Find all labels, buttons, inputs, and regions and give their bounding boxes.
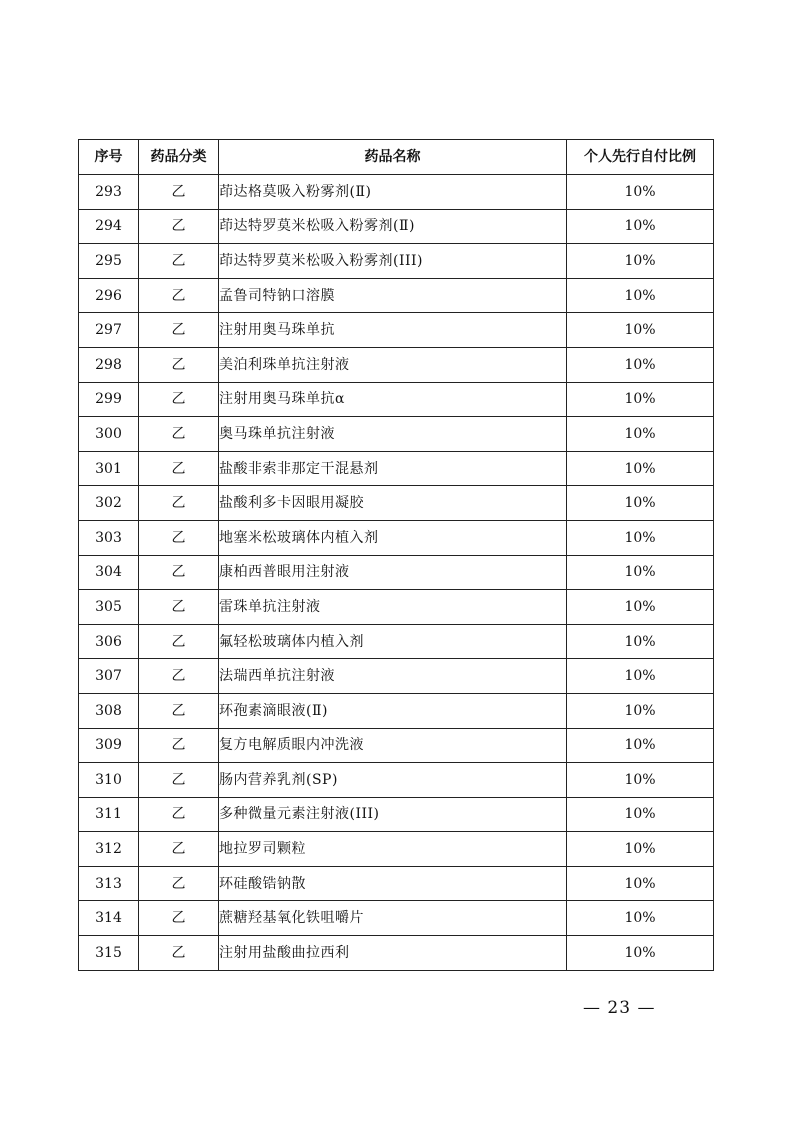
- row-drug-name: 奥马珠单抗注射液: [219, 417, 567, 452]
- row-self-pay-ratio: 10%: [567, 347, 714, 382]
- row-self-pay-ratio: 10%: [567, 486, 714, 521]
- table-row: [79, 797, 714, 832]
- table-header-row: [79, 140, 714, 175]
- table-row: [79, 347, 714, 382]
- row-drug-name: 孟鲁司特钠口溶膜: [219, 278, 567, 313]
- row-self-pay-ratio: 10%: [567, 209, 714, 244]
- row-drug-category: 乙: [139, 590, 219, 625]
- row-serial-number: 309: [79, 728, 139, 763]
- row-self-pay-ratio: 10%: [567, 866, 714, 901]
- row-drug-category: 乙: [139, 520, 219, 555]
- row-drug-category: 乙: [139, 244, 219, 279]
- table-row: [79, 486, 714, 521]
- row-self-pay-ratio: 10%: [567, 313, 714, 348]
- row-drug-category: 乙: [139, 555, 219, 590]
- row-self-pay-ratio: 10%: [567, 936, 714, 971]
- row-drug-name: 环硅酸锆钠散: [219, 866, 567, 901]
- row-drug-category: 乙: [139, 936, 219, 971]
- row-serial-number: 306: [79, 624, 139, 659]
- table-row: [79, 659, 714, 694]
- row-drug-category: 乙: [139, 728, 219, 763]
- header-drug-category: 药品分类: [139, 140, 219, 175]
- table-row: [79, 313, 714, 348]
- row-drug-category: 乙: [139, 278, 219, 313]
- row-self-pay-ratio: 10%: [567, 659, 714, 694]
- row-self-pay-ratio: 10%: [567, 382, 714, 417]
- row-drug-name: 注射用盐酸曲拉西利: [219, 936, 567, 971]
- row-drug-name: 盐酸利多卡因眼用凝胶: [219, 486, 567, 521]
- table-row: [79, 901, 714, 936]
- row-drug-category: 乙: [139, 659, 219, 694]
- row-drug-category: 乙: [139, 417, 219, 452]
- row-self-pay-ratio: 10%: [567, 590, 714, 625]
- row-drug-category: 乙: [139, 451, 219, 486]
- row-drug-name: 注射用奥马珠单抗α: [219, 382, 567, 417]
- row-self-pay-ratio: 10%: [567, 175, 714, 210]
- row-self-pay-ratio: 10%: [567, 797, 714, 832]
- row-serial-number: 305: [79, 590, 139, 625]
- table-body: [79, 175, 714, 971]
- table-row: [79, 693, 714, 728]
- row-self-pay-ratio: 10%: [567, 451, 714, 486]
- drug-table: [78, 139, 714, 971]
- row-drug-name: 盐酸非索非那定干混悬剂: [219, 451, 567, 486]
- row-serial-number: 302: [79, 486, 139, 521]
- row-drug-name: 地拉罗司颗粒: [219, 832, 567, 867]
- row-self-pay-ratio: 10%: [567, 555, 714, 590]
- row-drug-category: 乙: [139, 347, 219, 382]
- row-serial-number: 314: [79, 901, 139, 936]
- table-row: [79, 278, 714, 313]
- table-row: [79, 866, 714, 901]
- row-serial-number: 303: [79, 520, 139, 555]
- table-row: [79, 936, 714, 971]
- row-serial-number: 298: [79, 347, 139, 382]
- row-drug-category: 乙: [139, 382, 219, 417]
- row-serial-number: 299: [79, 382, 139, 417]
- row-drug-category: 乙: [139, 763, 219, 798]
- header-drug-name: 药品名称: [219, 140, 567, 175]
- row-serial-number: 295: [79, 244, 139, 279]
- row-self-pay-ratio: 10%: [567, 417, 714, 452]
- row-serial-number: 301: [79, 451, 139, 486]
- row-drug-category: 乙: [139, 209, 219, 244]
- row-self-pay-ratio: 10%: [567, 244, 714, 279]
- row-self-pay-ratio: 10%: [567, 832, 714, 867]
- row-drug-name: 美泊利珠单抗注射液: [219, 347, 567, 382]
- table-row: [79, 417, 714, 452]
- row-drug-category: 乙: [139, 313, 219, 348]
- row-drug-name: 注射用奥马珠单抗: [219, 313, 567, 348]
- header-self-pay-ratio: 个人先行自付比例: [567, 140, 714, 175]
- row-serial-number: 313: [79, 866, 139, 901]
- table-row: [79, 175, 714, 210]
- row-serial-number: 307: [79, 659, 139, 694]
- row-serial-number: 293: [79, 175, 139, 210]
- row-drug-category: 乙: [139, 797, 219, 832]
- table-row: [79, 763, 714, 798]
- row-drug-category: 乙: [139, 832, 219, 867]
- row-serial-number: 310: [79, 763, 139, 798]
- table-row: [79, 590, 714, 625]
- row-drug-name: 康柏西普眼用注射液: [219, 555, 567, 590]
- table-row: [79, 624, 714, 659]
- row-self-pay-ratio: 10%: [567, 763, 714, 798]
- row-drug-name: 法瑞西单抗注射液: [219, 659, 567, 694]
- row-drug-category: 乙: [139, 624, 219, 659]
- table-row: [79, 244, 714, 279]
- row-serial-number: 304: [79, 555, 139, 590]
- row-serial-number: 311: [79, 797, 139, 832]
- table-row: [79, 451, 714, 486]
- row-drug-category: 乙: [139, 175, 219, 210]
- table-row: [79, 728, 714, 763]
- row-drug-name: 多种微量元素注射液(III): [219, 797, 567, 832]
- row-drug-name: 肠内营养乳剂(SP): [219, 763, 567, 798]
- row-self-pay-ratio: 10%: [567, 520, 714, 555]
- row-serial-number: 296: [79, 278, 139, 313]
- row-drug-name: 蔗糖羟基氧化铁咀嚼片: [219, 901, 567, 936]
- header-serial-number: 序号: [79, 140, 139, 175]
- row-serial-number: 315: [79, 936, 139, 971]
- row-serial-number: 300: [79, 417, 139, 452]
- row-self-pay-ratio: 10%: [567, 278, 714, 313]
- table-row: [79, 555, 714, 590]
- page-number: — 23 —: [583, 998, 656, 1018]
- row-serial-number: 294: [79, 209, 139, 244]
- row-self-pay-ratio: 10%: [567, 728, 714, 763]
- table-row: [79, 832, 714, 867]
- row-self-pay-ratio: 10%: [567, 624, 714, 659]
- row-drug-category: 乙: [139, 901, 219, 936]
- row-drug-category: 乙: [139, 486, 219, 521]
- row-drug-name: 复方电解质眼内冲洗液: [219, 728, 567, 763]
- row-drug-name: 氟轻松玻璃体内植入剂: [219, 624, 567, 659]
- row-drug-name: 茚达特罗莫米松吸入粉雾剂(III): [219, 244, 567, 279]
- row-drug-name: 地塞米松玻璃体内植入剂: [219, 520, 567, 555]
- row-drug-category: 乙: [139, 866, 219, 901]
- table-row: [79, 209, 714, 244]
- row-serial-number: 312: [79, 832, 139, 867]
- row-drug-category: 乙: [139, 693, 219, 728]
- row-serial-number: 297: [79, 313, 139, 348]
- row-drug-name: 环孢素滴眼液(Ⅱ): [219, 693, 567, 728]
- table-row: [79, 520, 714, 555]
- row-drug-name: 雷珠单抗注射液: [219, 590, 567, 625]
- row-drug-name: 茚达格莫吸入粉雾剂(Ⅱ): [219, 175, 567, 210]
- table-row: [79, 382, 714, 417]
- row-self-pay-ratio: 10%: [567, 693, 714, 728]
- row-self-pay-ratio: 10%: [567, 901, 714, 936]
- row-serial-number: 308: [79, 693, 139, 728]
- row-drug-name: 茚达特罗莫米松吸入粉雾剂(Ⅱ): [219, 209, 567, 244]
